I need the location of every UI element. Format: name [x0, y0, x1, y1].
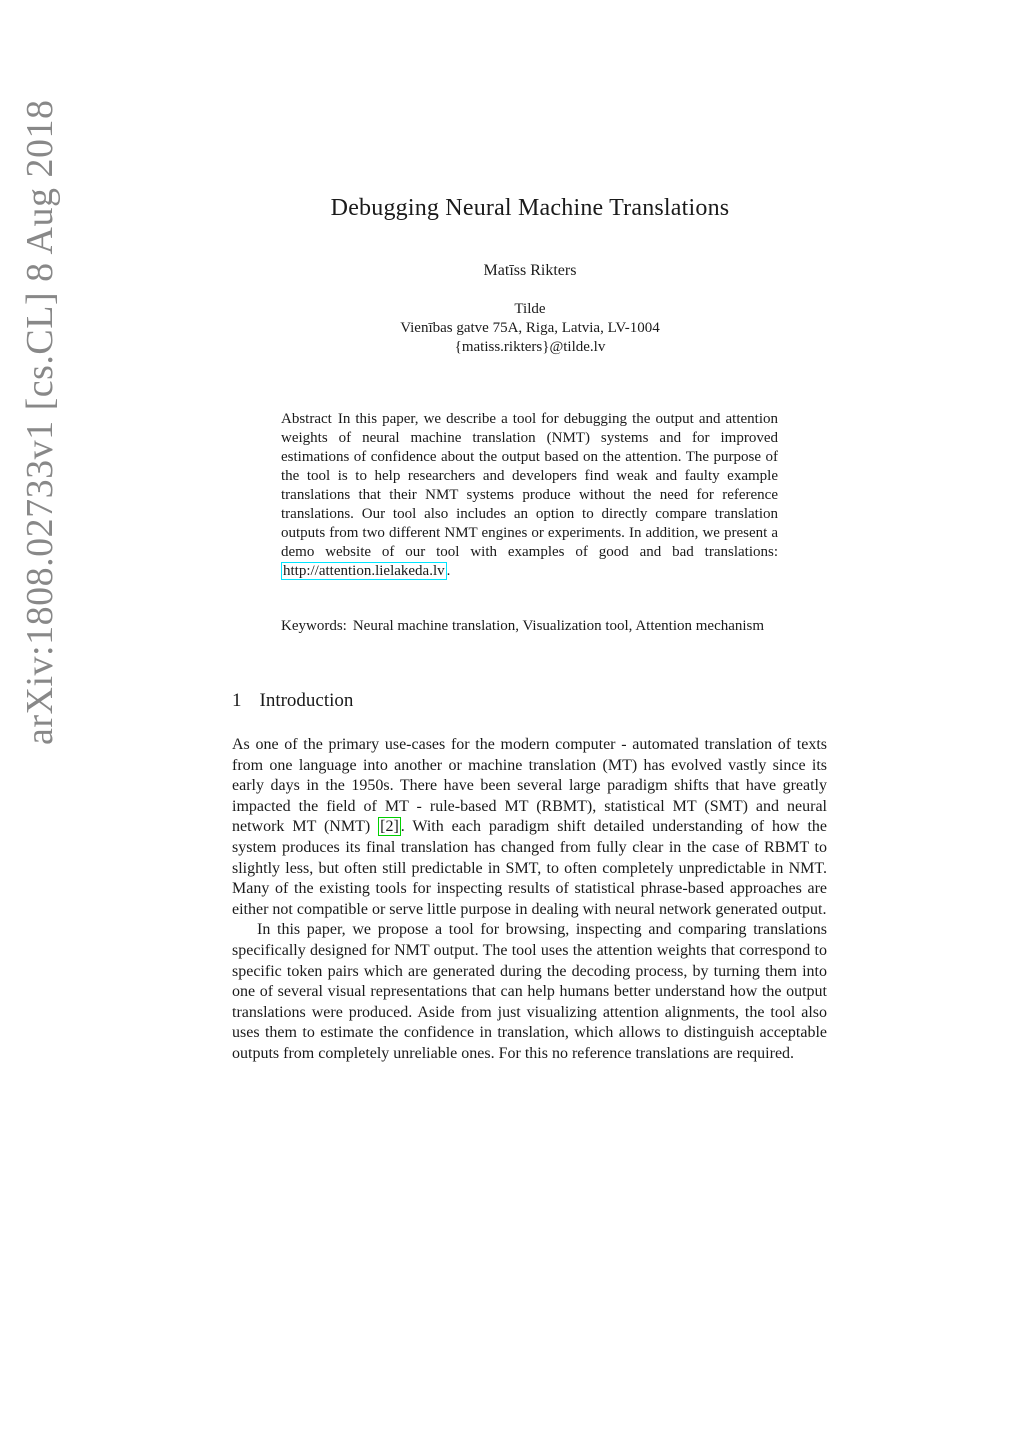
abstract-label: Abstract: [281, 411, 332, 427]
affiliation-address: Vienības gatve 75A, Riga, Latvia, LV-1004: [400, 320, 660, 336]
affiliation-org: Tilde: [514, 301, 546, 317]
section-number: 1: [232, 690, 242, 711]
keywords-block: [281, 617, 796, 636]
section-title: Introduction: [259, 690, 354, 711]
intro-paragraph-1: [232, 735, 827, 920]
introduction-body: [232, 735, 827, 1065]
demo-website-link[interactable]: http://attention.lielakeda.lv: [283, 563, 445, 579]
intro-paragraph-2: In this paper, we propose a tool for browsing, inspecting and comparing translations specifically designed for NMT output. The tool uses the attention weights that correspond to specific token pairs which are generated during the decoding process, by turning them into one of several visual representations that can help humans better understand how the output translations were produced. Aside from just visualizing attention alignments, the tool also uses them to estimate the confidence in translation, which allows to distinguish acceptable outputs from completely unreliable ones. For this no reference translations are required.: [232, 921, 827, 1062]
citation-link[interactable]: [2]: [380, 818, 399, 836]
keywords-text: Neural machine translation, Visualization tool, Attention mechanism: [352, 618, 765, 634]
arxiv-identifier-stamp: arXiv:1808.02733v1 [cs.CL] 8 Aug 2018: [19, 99, 61, 745]
intro-p1-text: As one of the primary use-cases for the modern computer - automated translation of texts from one language into another or machine translation (MT) has evolved vastly since its early days in the 1950s. There have been several large paradigm shifts that have greatly impacted the field of MT - rule-based MT (RBMT), statistical MT (SMT) and neural network MT (NMT): [232, 736, 827, 836]
paper-title: Debugging Neural Machine Translations: [330, 195, 730, 221]
abstract-block: [281, 410, 778, 581]
abstract-text: In this paper, we describe a tool for debugging the output and attention weights of neural machine translation (NMT) systems and for improved estimations of confidence about the output based on the attention. The purpose of the tool is to help researchers and developers find weak and faulty example translations that their NMT systems produce without the need for reference translations. Our tool also includes an option to directly compare translation outputs from two different NMT engines or experiments. In addition, we present a demo website of our tool with examples of good and bad translations:: [281, 411, 778, 560]
author-name: Matīss Rikters: [483, 262, 577, 279]
keywords-label: Keywords:: [281, 618, 347, 634]
intro-p1-text-continued: . With each paradigm shift detailed understanding of how the system produces its final translation has changed from fully clear in the case of RBMT to slightly less, but often still predictable in SMT, to often completely unpredictable in NMT. Many of the existing tools for inspecting results of statistical phrase-based approaches are either not compatible or serve little purpose in dealing with neural network generated output.: [232, 818, 827, 918]
affiliation-email: {matiss.rikters}@tilde.lv: [454, 339, 606, 355]
section-heading-introduction: [232, 690, 353, 712]
author-affiliation: [0, 300, 1024, 357]
abstract-period: .: [446, 563, 451, 579]
